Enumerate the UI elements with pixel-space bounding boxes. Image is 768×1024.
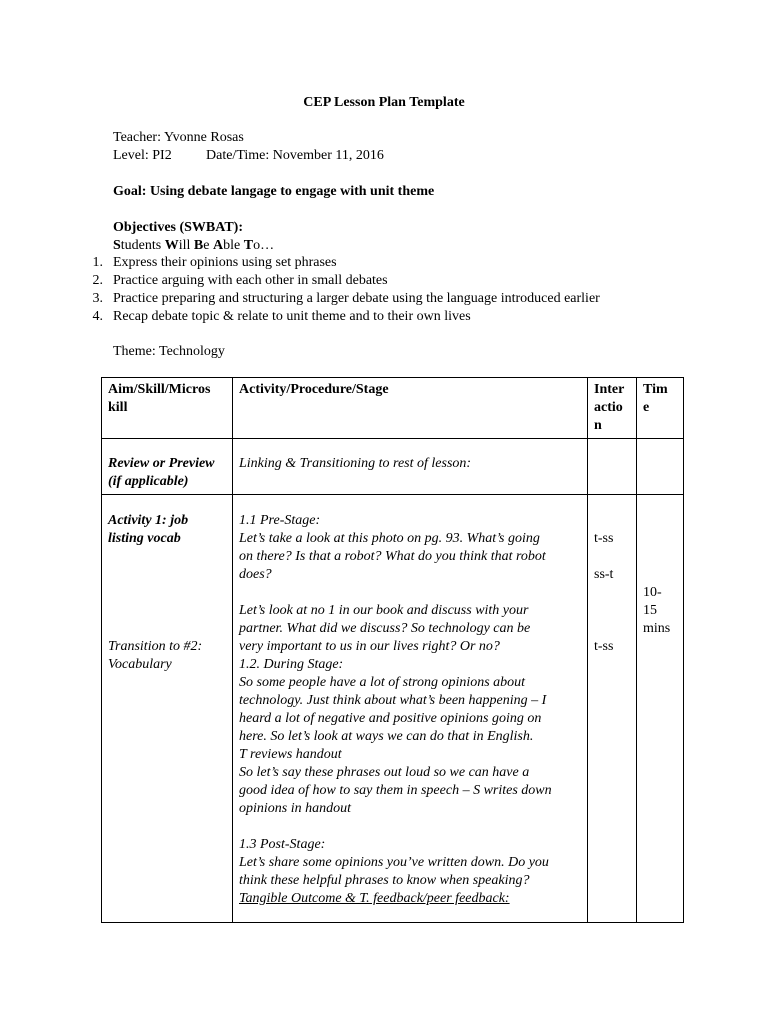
swbat-letter: S xyxy=(113,238,121,253)
table-header-row xyxy=(102,378,684,439)
objective-text: Practice preparing and structuring a larger debate using the language introduced earlier xyxy=(113,291,600,306)
swbat-word: o… xyxy=(253,238,275,253)
interaction-value: ss-t xyxy=(594,567,614,582)
theme-line: Theme: Technology xyxy=(113,344,225,359)
header-interaction-line: Inter xyxy=(594,382,625,397)
procedure-line: good idea of how to say them in speech – S writes down xyxy=(239,783,552,798)
during-stage-title: 1.2. During Stage: xyxy=(239,657,344,672)
activity-1-label: listing vocab xyxy=(108,531,181,546)
tangible-outcome-line: Tangible Outcome & T. feedback/peer feedback: xyxy=(239,891,510,906)
goal-line: Goal: Using debate langage to engage with unit theme xyxy=(113,184,435,199)
review-interaction xyxy=(588,439,637,495)
objective-number: 4. xyxy=(92,309,103,324)
swbat-word: tudents xyxy=(120,238,165,253)
procedure-line: So let’s say these phrases out loud so we can have a xyxy=(239,765,530,780)
objective-text: Practice arguing with each other in small debates xyxy=(113,273,388,288)
procedure-line: partner. What did we discuss? So technology can be xyxy=(239,621,531,636)
header-time-line: e xyxy=(643,400,650,415)
swbat-word: e xyxy=(203,238,213,253)
objective-number: 3. xyxy=(92,291,103,306)
document-title: CEP Lesson Plan Template xyxy=(303,95,465,110)
time-value: mins xyxy=(643,621,671,636)
post-stage-title: 1.3 Post-Stage: xyxy=(239,837,326,852)
objective-number: 1. xyxy=(92,255,103,270)
procedure-line: technology. Just think about what’s been happening – I xyxy=(239,693,547,708)
procedure-line: heard a lot of negative and positive opinions going on xyxy=(239,711,542,726)
time-value: 10- xyxy=(643,585,662,600)
time-value: 15 xyxy=(643,603,657,618)
transition-label: Transition to #2: xyxy=(108,639,203,654)
review-label xyxy=(102,439,233,495)
datetime-line: Date/Time: November 11, 2016 xyxy=(206,148,384,163)
interaction-value: t-ss xyxy=(594,531,614,546)
pre-stage-title: 1.1 Pre-Stage: xyxy=(239,513,321,528)
procedure-line: opinions in handout xyxy=(239,801,352,816)
review-label-line: Review or Preview xyxy=(108,456,215,471)
table-row-review xyxy=(102,439,684,495)
objective-text: Recap debate topic & relate to unit theme and to their own lives xyxy=(113,309,471,324)
swbat-letter: T xyxy=(243,238,254,253)
activity-1-label: Activity 1: job xyxy=(108,513,189,528)
interaction-value: t-ss xyxy=(594,639,614,654)
header-aim-line: kill xyxy=(108,400,128,415)
level-line: Level: PI2 xyxy=(113,148,172,163)
header-aim-line: Aim/Skill/Micros xyxy=(108,382,211,397)
procedure-line: So some people have a lot of strong opinions about xyxy=(239,675,526,690)
procedure-line: very important to us in our lives right? Or no? xyxy=(239,639,500,654)
objectives-heading: Objectives (SWBAT): xyxy=(113,220,243,235)
review-label-line: (if applicable) xyxy=(108,474,189,489)
review-text: Linking & Transitioning to rest of lesson: xyxy=(233,439,588,495)
header-interaction-line: actio xyxy=(594,400,623,415)
header-time-line: Tim xyxy=(643,382,668,397)
swbat-line xyxy=(113,237,274,255)
swbat-letter: A xyxy=(212,238,224,253)
procedure-line: Let’s look at no 1 in our book and discuss with your xyxy=(239,603,529,618)
header-activity: Activity/Procedure/Stage xyxy=(233,378,588,439)
procedure-line: Let’s take a look at this photo on pg. 93. What’s going xyxy=(239,531,540,546)
procedure-line: Let’s share some opinions you’ve written down. Do you xyxy=(239,855,549,870)
swbat-letter: B xyxy=(193,238,204,253)
teacher-line: Teacher: Yvonne Rosas xyxy=(113,130,244,145)
review-time xyxy=(637,439,684,495)
transition-label: Vocabulary xyxy=(108,657,172,672)
header-interaction-line: n xyxy=(594,418,602,433)
table-row-activity-1 xyxy=(102,495,684,923)
swbat-letter: W xyxy=(164,238,179,253)
objective-number: 2. xyxy=(92,273,103,288)
objective-text: Express their opinions using set phrases xyxy=(113,255,337,270)
procedure-line: does? xyxy=(239,567,272,582)
header-aim-skill xyxy=(102,378,233,439)
procedure-line: think these helpful phrases to know when speaking? xyxy=(239,873,530,888)
activity-1-time xyxy=(637,495,684,923)
procedure-line: here. So let’s look at ways we can do that in English. xyxy=(239,729,534,744)
activity-1-interaction xyxy=(588,495,637,923)
procedure-line: T reviews handout xyxy=(239,747,342,762)
procedure-line: on there? Is that a robot? What do you think that robot xyxy=(239,549,546,564)
activity-1-label-cell xyxy=(102,495,233,923)
activity-1-procedure xyxy=(233,495,588,923)
header-interaction xyxy=(588,378,637,439)
swbat-word: ble xyxy=(223,238,244,253)
header-time xyxy=(637,378,684,439)
swbat-word: ill xyxy=(178,238,194,253)
lesson-plan-table xyxy=(101,377,684,923)
